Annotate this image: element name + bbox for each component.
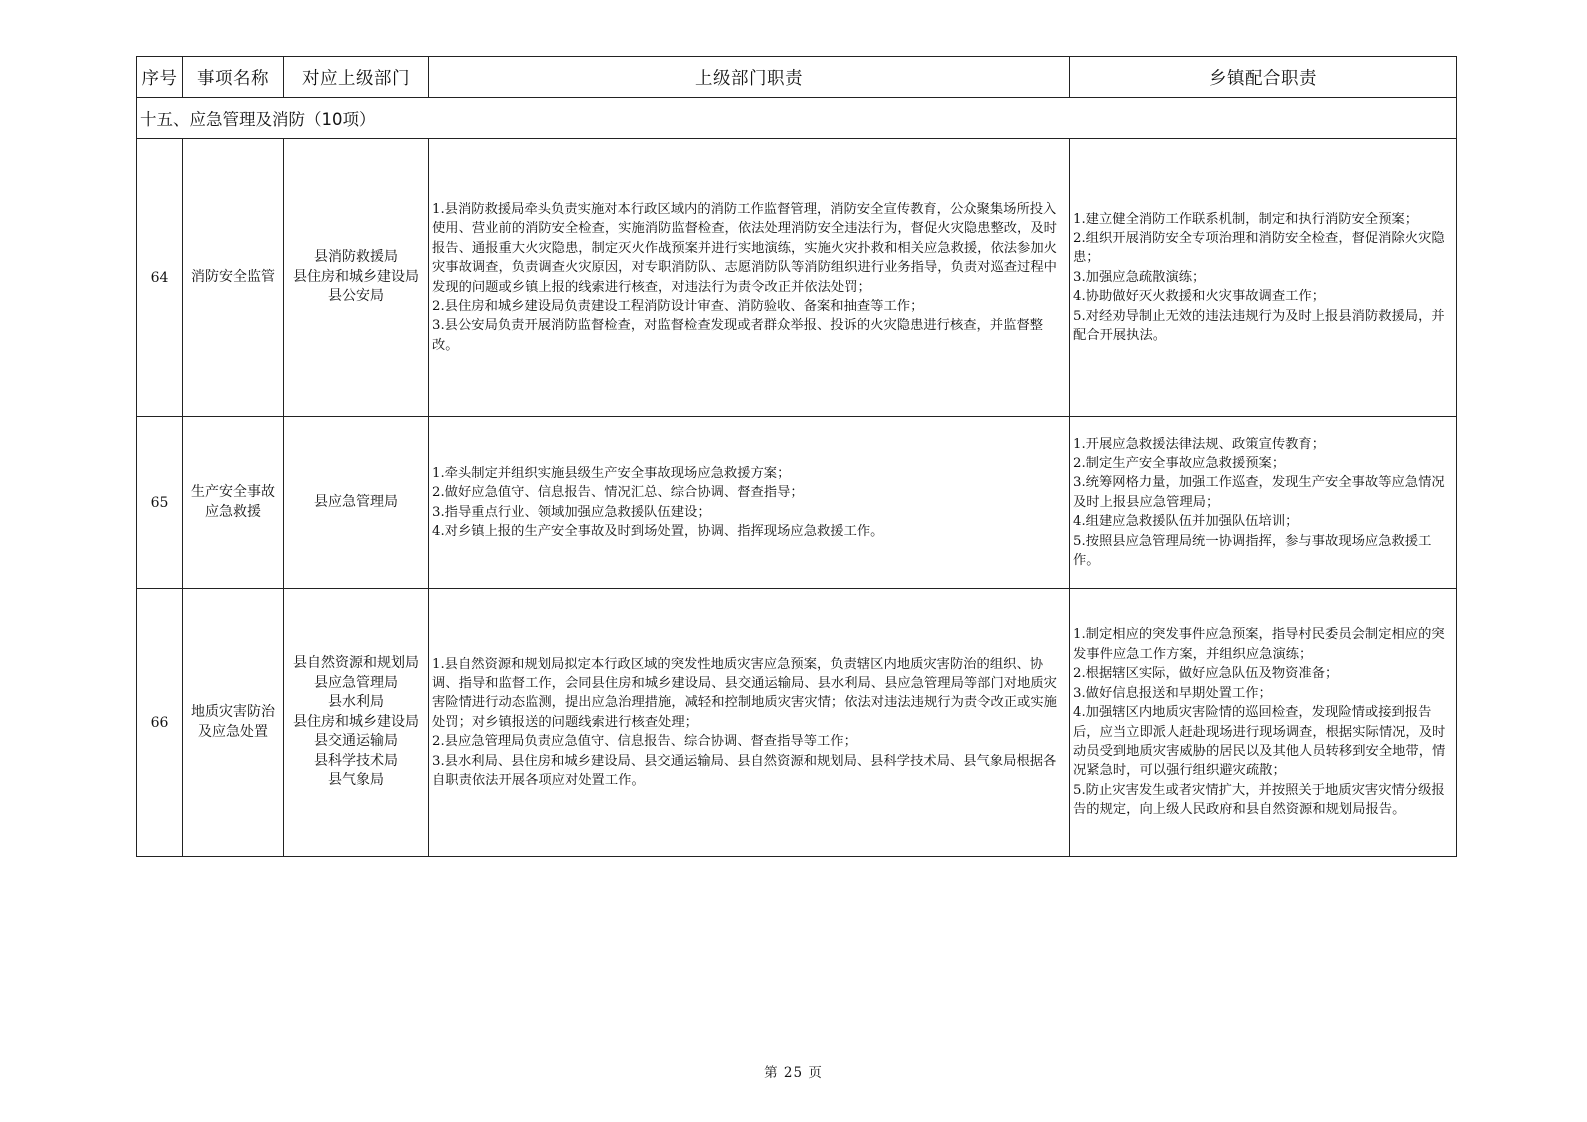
row-seq: 65	[137, 417, 183, 589]
duty-item: 4.组建应急救援队伍并加强队伍培训；	[1073, 514, 1299, 530]
duty-item: 1.开展应急救援法律法规、政策宣传教育；	[1073, 436, 1326, 452]
row-departments	[284, 589, 429, 857]
row-superior-duties	[429, 417, 1070, 589]
duty-item: 1.建立健全消防工作联系机制，制定和执行消防安全预案；	[1073, 211, 1419, 227]
duty-item: 2.组织开展消防安全专项治理和消防安全检查，督促消除火灾隐患；	[1073, 230, 1445, 266]
duty-item: 2.县住房和城乡建设局负责建设工程消防设计审查、消防验收、备案和抽查等工作；	[432, 298, 924, 314]
duty-item: 1.县自然资源和规划局拟定本行政区域的突发性地质灾害应急预案，负责辖区内地质灾害防治的组织、协调、指导和监督工作，会同县住房和城乡建设局、县交通运输局、县水利局、县应急管理局等部门对地质灾害险情进行动态监测，提出应急治理措施，减轻和控制地质灾害灾情；依法对违法违规行为责令改正或实施处罚；对乡镇报送的问题线索进行核查处理；	[432, 656, 1057, 730]
table-row	[137, 139, 1457, 417]
table-row	[137, 417, 1457, 589]
row-item-name: 地质灾害防治及应急处置	[183, 589, 284, 857]
department-name: 县应急管理局	[314, 674, 398, 691]
duty-item: 2.根据辖区实际，做好应急队伍及物资准备；	[1073, 666, 1339, 682]
header-superior-dept: 对应上级部门	[284, 57, 429, 98]
row-township-duties	[1070, 139, 1457, 417]
duty-item: 3.县公安局负责开展消防监督检查，对监督检查发现或者群众举报、投诉的火灾隐患进行核查，并监督整改。	[432, 318, 1044, 353]
department-name: 县消防救援局	[314, 249, 398, 266]
row-seq: 64	[137, 139, 183, 417]
table-row	[137, 589, 1457, 857]
row-superior-duties	[429, 139, 1070, 417]
header-township-duties: 乡镇配合职责	[1070, 57, 1457, 98]
duty-item: 2.做好应急值守、信息报告、情况汇总、综合协调、督查指导；	[432, 485, 804, 501]
duty-item: 1.县消防救援局牵头负责实施对本行政区域内的消防工作监督管理，消防安全宣传教育，公众聚集场所投入使用、营业前的消防安全检查，实施消防监督检查，依法处理消防安全违法行为，督促火灾隐患整改，及时报告、通报重大火灾隐患，制定灭火作战预案并进行实地演练，实施火灾扑救和相关应急救援，依法参加火灾事故调查，负责调查火灾原因，对专职消防队、志愿消防队等消防组织进行业务指导，负责对巡查过程中发现的问题或乡镇上报的线索进行核查，对违法行为责令改正并依法处罚；	[432, 201, 1057, 295]
department-name: 县交通运输局	[314, 733, 398, 750]
row-township-duties	[1070, 589, 1457, 857]
department-name: 县水利局	[328, 694, 384, 711]
header-item-name: 事项名称	[183, 57, 284, 98]
duty-item: 3.做好信息报送和早期处置工作；	[1073, 685, 1272, 701]
duty-item: 3.统筹网格力量，加强工作巡查，发现生产安全事故等应急情况及时上报县应急管理局；	[1073, 475, 1445, 510]
responsibility-table	[136, 56, 1457, 857]
department-name: 县科学技术局	[314, 752, 398, 769]
row-departments	[284, 417, 429, 589]
duty-item: 2.县应急管理局负责应急值守、信息报告、综合协调、督查指导等工作；	[432, 734, 857, 750]
row-seq: 66	[137, 589, 183, 857]
page-number: 第 25 页	[764, 1065, 823, 1081]
duty-item: 5.按照县应急管理局统一协调指挥，参与事故现场应急救援工作。	[1073, 533, 1432, 569]
row-item-name: 消防安全监管	[183, 139, 284, 417]
duty-item: 3.指导重点行业、领域加强应急救援队伍建设；	[432, 504, 711, 520]
department-name: 县住房和城乡建设局	[293, 268, 419, 285]
duty-item: 4.协助做好灭火救援和火灾事故调查工作；	[1073, 289, 1326, 305]
row-township-duties	[1070, 417, 1457, 589]
department-name: 县住房和城乡建设局	[293, 713, 419, 730]
duty-item: 5.防止灾害发生或者灾情扩大，并按照关于地质灾害灾情分级报告的规定，向上级人民政府和县自然资源和规划局报告。	[1073, 782, 1445, 818]
row-departments	[284, 139, 429, 417]
duty-item: 1.制定相应的突发事件应急预案，指导村民委员会制定相应的突发事件应急工作方案，并组织应急演练；	[1073, 627, 1445, 662]
header-superior-duties: 上级部门职责	[429, 57, 1070, 98]
department-name: 县应急管理局	[314, 493, 398, 510]
section-row	[137, 98, 1457, 139]
row-superior-duties	[429, 589, 1070, 857]
department-name: 县自然资源和规划局	[293, 655, 419, 672]
department-name: 县气象局	[328, 772, 384, 789]
duty-item: 2.制定生产安全事故应急救援预案；	[1073, 455, 1286, 471]
duty-item: 3.加强应急疏散演练；	[1073, 269, 1206, 285]
duty-item: 4.加强辖区内地质灾害险情的巡回检查，发现险情或接到报告后，应当立即派人赶赴现场进行现场调查，根据实际情况，及时动员受到地质灾害威胁的居民以及其他人员转移到安全地带，情况紧急时，可以强行组织避灾疏散；	[1073, 705, 1446, 779]
duty-item: 5.对经劝导制止无效的违法违规行为及时上报县消防救援局，并配合开展执法。	[1073, 308, 1445, 344]
header-seq: 序号	[137, 57, 183, 98]
department-name: 县公安局	[328, 288, 384, 305]
row-item-name: 生产安全事故应急救援	[183, 417, 284, 589]
duty-item: 3.县水利局、县住房和城乡建设局、县交通运输局、县自然资源和规划局、县科学技术局、县气象局根据各自职责依法开展各项应对处置工作。	[432, 753, 1057, 789]
duty-item: 4.对乡镇上报的生产安全事故及时到场处置，协调、指挥现场应急救援工作。	[432, 523, 884, 539]
duty-item: 1.牵头制定并组织实施县级生产安全事故现场应急救援方案；	[432, 465, 791, 481]
header-row	[137, 57, 1457, 98]
section-title: 十五、应急管理及消防（10项）	[137, 98, 1457, 139]
